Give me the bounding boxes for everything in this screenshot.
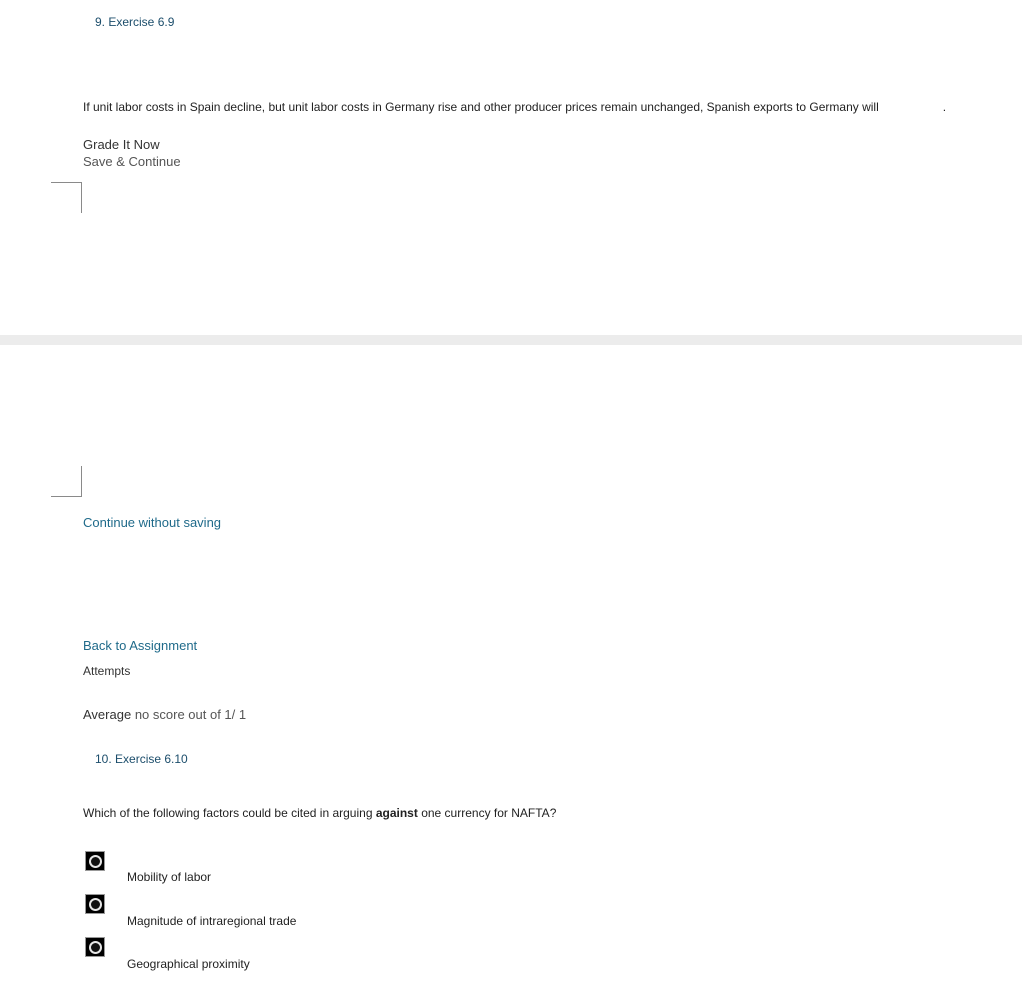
section-divider: [0, 335, 1022, 345]
back-to-assignment-link[interactable]: Back to Assignment: [83, 638, 198, 653]
exercise-10-question-prefix: Which of the following factors could be cited in arguing: [83, 806, 373, 820]
grade-it-now-button[interactable]: Grade It Now: [83, 137, 160, 152]
continue-without-saving-link[interactable]: Continue without saving: [83, 515, 222, 530]
exercise-9-title: 9. Exercise 6.9: [95, 15, 175, 29]
save-and-continue-button[interactable]: Save & Continue: [83, 154, 181, 169]
average-score: [83, 707, 246, 722]
exercise-10-question-suffix: one currency for NAFTA?: [421, 806, 557, 820]
radio-button-option-1[interactable]: [85, 851, 105, 871]
radio-button-option-3[interactable]: [85, 937, 105, 957]
option-2-label[interactable]: Magnitude of intraregional trade: [127, 914, 297, 928]
option-3-label[interactable]: Geographical proximity: [127, 957, 250, 971]
dialog-corner-bottom: [51, 466, 82, 497]
option-1-label[interactable]: Mobility of labor: [127, 870, 212, 884]
exercise-9-question-text: If unit labor costs in Spain decline, but unit labor costs in Germany rise and other producer prices remain unchanged, Spanish exports to Germany will: [83, 100, 879, 114]
exercise-10-question: [83, 806, 556, 820]
radio-circle-icon: [89, 898, 102, 911]
attempts-label: Attempts: [83, 664, 131, 678]
average-value: no score out of 1/ 1: [134, 707, 247, 722]
radio-circle-icon: [89, 941, 102, 954]
radio-circle-icon: [89, 855, 102, 868]
exercise-10-question-emphasis: against: [375, 806, 418, 820]
average-label: Average: [83, 707, 132, 722]
exercise-10-title: 10. Exercise 6.10: [95, 752, 188, 766]
radio-button-option-2[interactable]: [85, 894, 105, 914]
exercise-9-question: [83, 100, 946, 114]
dialog-corner-top: [51, 182, 82, 213]
question-period: .: [942, 100, 947, 114]
